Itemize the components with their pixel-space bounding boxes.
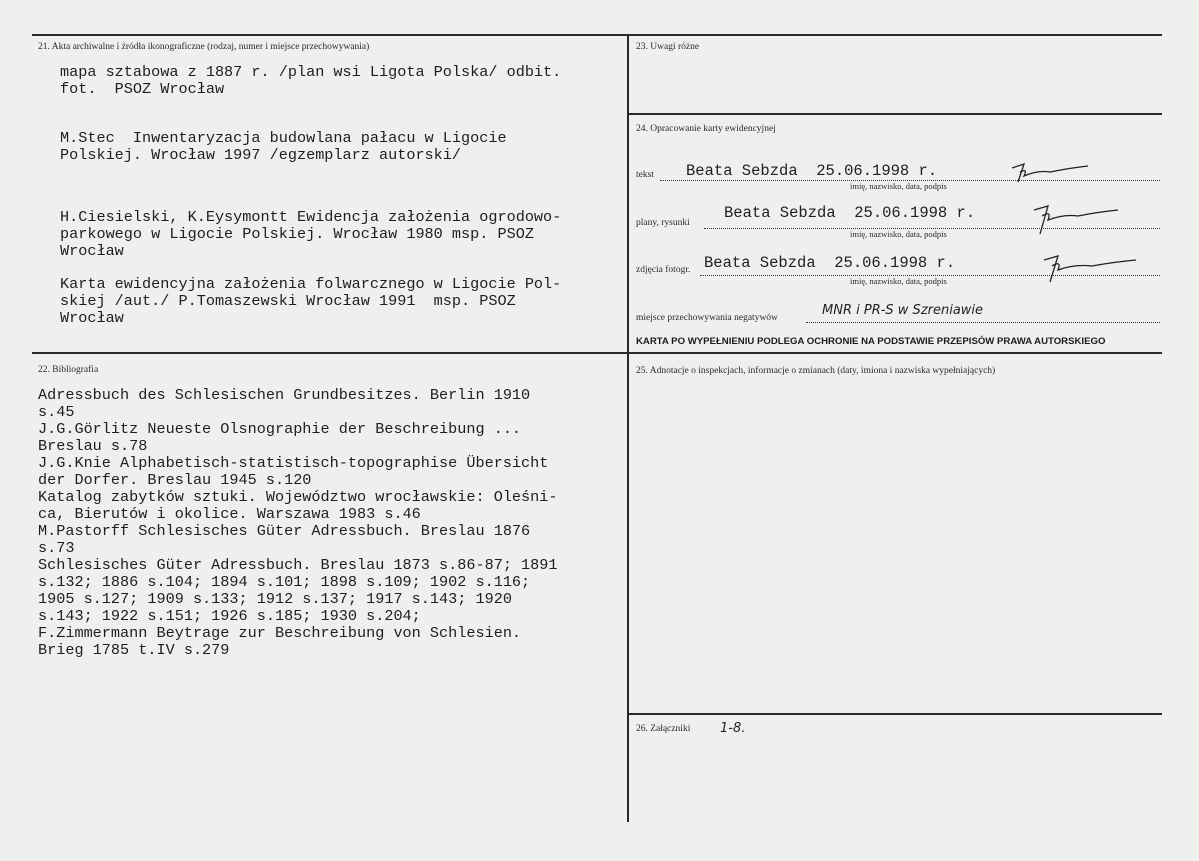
middle-rule bbox=[32, 352, 1162, 354]
row-plans-label: plany, rysunki bbox=[636, 218, 690, 228]
negatives-value: MNR i PR-S w Szreniawie bbox=[822, 303, 984, 318]
attachments-value: 1-8. bbox=[720, 721, 746, 736]
section24-label: 24. Opracowanie karty ewidencyjnej bbox=[636, 124, 776, 134]
row-photos-label: zdjęcia fotogr. bbox=[636, 265, 691, 275]
section21-label: 21. Akta archiwalne i źródła ikonograficzne (rodzaj, numer i miejsce przechowywania) bbox=[38, 42, 370, 52]
section21-entry-3: H.Ciesielski, K.Eysymontt Ewidencja założenia ogrodowo- parkowego w Ligocie Polskiej. Wrocław 1980 msp. PSOZ Wrocław bbox=[60, 208, 562, 260]
section21-entry-1: mapa sztabowa z 1887 r. /plan wsi Ligota Polska/ odbit. fot. PSOZ Wrocław bbox=[60, 63, 562, 98]
section21-entry-2: M.Stec Inwentaryzacja budowlana pałacu w Ligocie Polskiej. Wrocław 1997 /egzemplarz autorski/ bbox=[60, 129, 507, 164]
row-photos-caption: imię, nazwisko, data, podpis bbox=[850, 276, 947, 286]
section22-label: 22. Bibliografia bbox=[38, 365, 99, 375]
column-divider bbox=[627, 34, 629, 822]
section25-label: 25. Adnotacje o inspekcjach, informacje o zmianach (daty, imiona i nazwiska wypełniających) bbox=[636, 366, 996, 376]
signature-2 bbox=[1030, 200, 1120, 240]
row-photos-value: Beata Sebzda 25.06.1998 r. bbox=[704, 254, 956, 272]
signature-1 bbox=[1010, 160, 1090, 190]
row-text-label: tekst bbox=[636, 170, 654, 180]
row-text-caption: imię, nazwisko, data, podpis bbox=[850, 181, 947, 191]
signature-3 bbox=[1040, 250, 1140, 290]
copyright-notice: KARTA PO WYPEŁNIENIU PODLEGA OCHRONIE NA PODSTAWIE PRZEPISÓW PRAWA AUTORSKIEGO bbox=[636, 336, 1106, 347]
row-plans-caption: imię, nazwisko, data, podpis bbox=[850, 229, 947, 239]
section21-entry-4: Karta ewidencyjna założenia folwarcznego w Ligocie Pol- skiej /aut./ P.Tomaszewski Wrocław 1991 msp. PSOZ Wrocław bbox=[60, 275, 562, 327]
rule-23-24 bbox=[627, 113, 1162, 115]
negatives-line bbox=[806, 322, 1160, 323]
section26-label: 26. Załączniki bbox=[636, 724, 691, 734]
bibliography-text: Adressbuch des Schlesischen Grundbesitzes. Berlin 1910 s.45 J.G.Görlitz Neueste Olsnographie der Beschreibung ... Breslau s.78 J.G.Knie Alphabetisch-statistisch-topographise Übersicht der Dorfer. Breslau 1945 s.120 Katalog zabytków sztuki. Województwo wrocławskie: Oleśni- ca, Bierutów i okolice. Warszawa 1983 s.46 M.Pastorff Schlesisches Güter Adressbuch. Breslau 1876 s.73 Schlesisches Güter Adressbuch. Breslau 1873 s.86-87; 1891 s.132; 1886 s.104; 1894 s.101; 1898 s.109; 1902 s.116; 1905 s.127; 1909 s.133; 1912 s.137; 1917 s.143; 1920 s.143; 1922 s.151; 1926 s.185; 1930 s.204; F.Zimmermann Beytrage zur Beschreibung von Schlesien. Brieg 1785 t.IV s.279 bbox=[38, 386, 558, 659]
rule-25-26 bbox=[627, 713, 1162, 715]
row-text-value: Beata Sebzda 25.06.1998 r. bbox=[686, 162, 938, 180]
row-plans-value: Beata Sebzda 25.06.1998 r. bbox=[724, 204, 976, 222]
section23-label: 23. Uwagi różne bbox=[636, 42, 700, 52]
top-rule bbox=[32, 34, 1162, 36]
negatives-label: miejsce przechowywania negatywów bbox=[636, 313, 778, 323]
